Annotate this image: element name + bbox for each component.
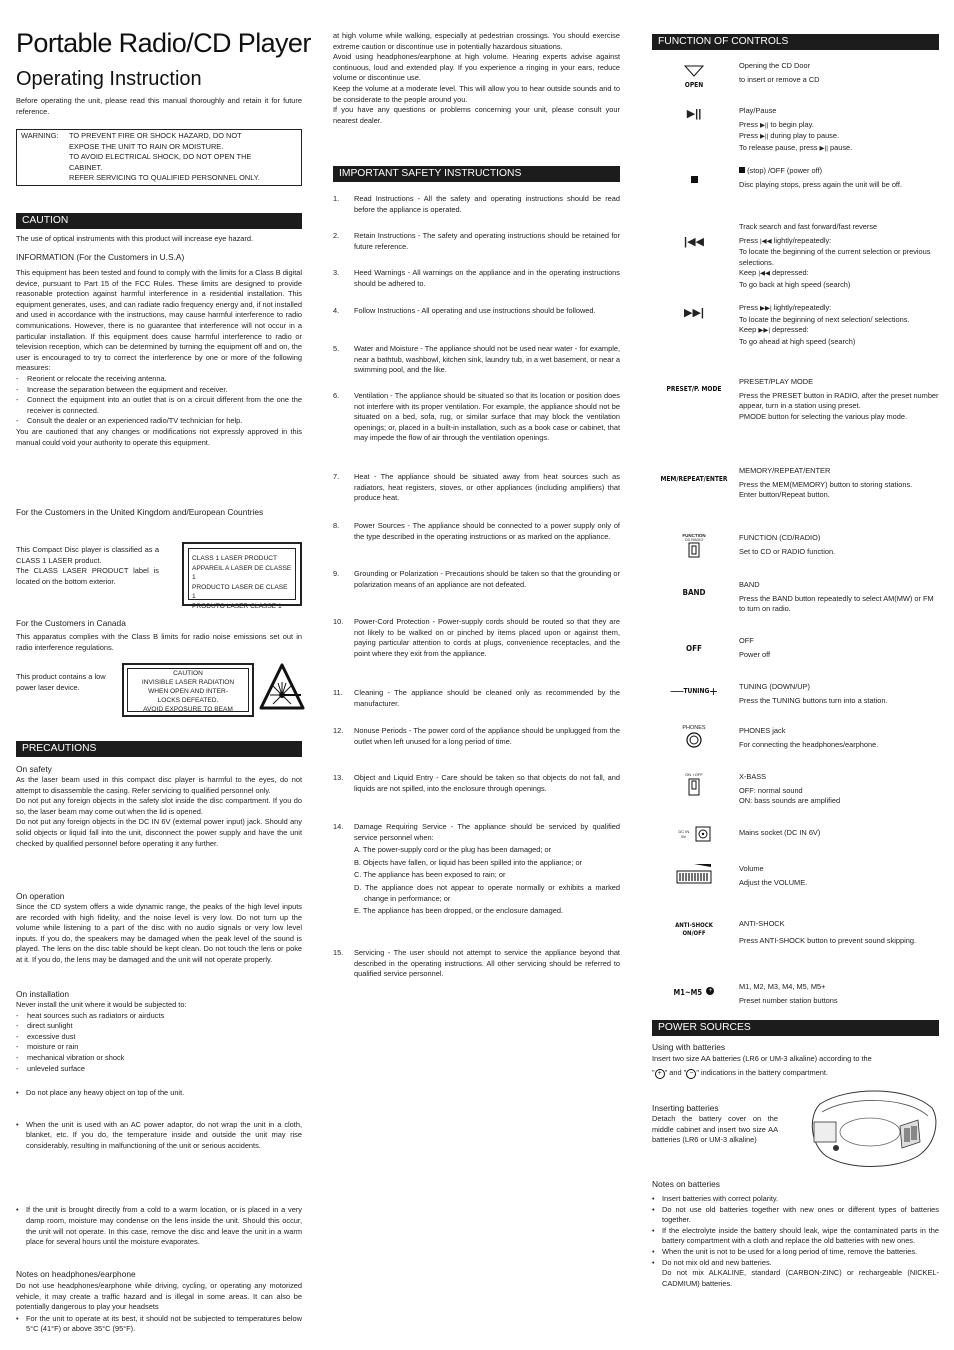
next-desc: To locate the beginning of next selection/ selections.: [739, 314, 910, 324]
subitem: D. The appliance does not appear to operate normally or exhibits a marked change in performance; or: [354, 882, 620, 903]
band-description: [739, 580, 939, 615]
function-switch[interactable]: [652, 533, 736, 563]
volume-desc: Adjust the VOLUME.: [739, 877, 808, 887]
xbass-desc: ON: bass sounds are amplified: [739, 796, 841, 806]
next-track-icon[interactable]: ▶▶|: [684, 307, 704, 319]
tuning-buttons[interactable]: [652, 682, 736, 700]
stop-desc: Disc playing stops, press again the unit will be off.: [739, 179, 902, 189]
play-title: Play/Pause: [739, 106, 777, 115]
item-text: Power Sources - The appliance should be connected to a power supply only of the type described in the operating instructions or as marked on the appliance.: [354, 521, 620, 541]
precaution-bullet: • If the unit is brought directly from a cold to a warm location, or is placed in a very damp room, moisture may condense on the lens inside the unit. Should this occur, the unit will not operate. In this case, remove the disc and leave the unit in a warm place for several hours until the moisture evaporates.: [16, 1205, 302, 1247]
play-pause-description: [739, 106, 939, 154]
item-number: 3.: [333, 268, 340, 277]
function-description: [739, 533, 939, 557]
laser-label-line: LOCKS DEFEATED.: [157, 696, 219, 704]
safety-paragraph: Do not put any foreign objects in the safety slot inside the disc compartment. If you do so, the laser beam may come out when the lid is opened.: [16, 796, 302, 816]
item-number: 14.: [333, 822, 344, 831]
measure-item: - Consult the dealer or an experienced radio/TV technician for help.: [16, 416, 302, 427]
volume-title: Volume: [739, 864, 764, 873]
operation-heading: On operation: [16, 891, 65, 901]
item-number: 11.: [333, 688, 343, 697]
installation-item: - mechanical vibration or shock: [16, 1053, 302, 1064]
play-desc: to begin play.: [770, 119, 814, 129]
function-desc: Set to CD or RADIO function.: [739, 546, 836, 556]
safety-item: [333, 773, 620, 794]
antishock-button[interactable]: [652, 922, 736, 938]
measure-item: - Connect the equipment into an outlet that is on a circuit different from the one the receiver is connected.: [16, 395, 302, 416]
canada-heading: For the Customers in Canada: [16, 618, 126, 628]
press-word: Press: [739, 131, 758, 141]
subitem: A. The power-supply cord or the plug has been damaged; or: [354, 845, 552, 855]
precaution-bullet: • When the unit is used with an AC power adaptor, do not wrap the unit in a cloth, blanket, etc. If you do, the temperature inside and outside the unit may rise considerably, resulting in malfunctioning of the unit or serious accidents.: [16, 1120, 302, 1152]
item-text: Power-Cord Protection - Power-supply cords should be routed so that they are not likely to be walked on or pinched by items placed upon or against them, paying particular attention to cords at plugs, convenience receptacles, and the point where they exit from the appliance.: [354, 617, 620, 658]
item-text: Damage Requiring Service - The appliance should be serviced by qualified service personnel when:: [354, 822, 620, 842]
safety-paragraph: As the laser beam used in this compact disc player is harmful to the eyes, do not attempt to disassemble the casing. Refer servicing to qualified personnel only.: [16, 775, 302, 795]
xbass-icon-label: ON ∘OFF: [685, 772, 703, 777]
class1-text: [16, 545, 159, 587]
item-number: 5.: [333, 344, 340, 353]
open-control[interactable]: [652, 64, 736, 89]
warning-line: TO AVOID ELECTRICAL SHOCK, DO NOT OPEN THE: [69, 152, 252, 162]
item-text: Ventilation - The appliance should be situated so that its location or position does not interfere with its proper ventilation. For example, the appliance should not be situated on a bed, sofa, rug, or similar surface that may block the ventilation openings; or, placed in a built-in installation, such as a book case or cabinet, that may impede the flow of air through the ventilation openings.: [354, 391, 620, 443]
open-desc: to insert or remove a CD: [739, 74, 820, 84]
safety-item: [333, 521, 620, 542]
plus-icon: +: [706, 987, 714, 995]
slide-switch-icon: [688, 778, 700, 796]
safety-item: [333, 344, 620, 376]
controls-header: FUNCTION OF CONTROLS: [652, 34, 939, 50]
warning-line: CABINET.: [69, 162, 103, 172]
installation-item: - heat sources such as radiators or airducts: [16, 1011, 302, 1022]
plus-polarity-icon: +: [655, 1069, 665, 1079]
quote-mark: ": [652, 1067, 655, 1077]
using-text-end: " indications in the battery compartment.: [696, 1067, 828, 1077]
item-number: 6.: [333, 391, 340, 400]
next-desc: depressed:: [772, 325, 809, 335]
item-text: Water and Moisture - The appliance should not be used near water - for example, near a bathtub, washbowl, kitchen sink, laundry tub, in a wet basement, or near a swimming pool, and the like.: [354, 344, 620, 375]
open-description: [739, 61, 939, 85]
headphone-jack-icon: [686, 732, 702, 748]
keep-word: Keep: [739, 325, 757, 335]
antishock-title: ANTI-SHOCK: [739, 919, 785, 928]
phones-jack[interactable]: [652, 725, 736, 753]
item-number: 10.: [333, 617, 344, 626]
slide-switch-icon: [688, 542, 700, 558]
subitem: B. Objects have fallen, or liquid has been spilled into the appliance; or: [354, 857, 583, 867]
item-number: 15.: [333, 948, 344, 957]
fcc-block: [16, 268, 302, 448]
phones-desc: For connecting the headphones/earphone.: [739, 739, 879, 749]
memory-buttons[interactable]: [652, 982, 736, 1000]
laser-label-line: AVOID EXPOSURE TO BEAM: [143, 705, 233, 713]
mem-label: MEM/REPEAT/ENTER: [660, 475, 728, 483]
using-text-mid: " and ": [664, 1067, 687, 1077]
item-text: Object and Liquid Entry - Care should be taken so that objects do not fall, and liquids are not spilled, into the enclosure through openings.: [354, 773, 620, 793]
phones-label: PHONES: [682, 725, 706, 731]
function-icon-sub: CD RADIO: [684, 538, 704, 542]
laser-label-line: WHEN OPEN AND INTER-: [148, 687, 228, 695]
volume-wheel-icon: [676, 862, 712, 884]
preset-label: PRESET/P. MODE: [666, 385, 722, 393]
using-heading: Using with batteries: [652, 1042, 726, 1052]
safety-item: [333, 268, 620, 289]
safety-item: [333, 569, 620, 590]
antishock-label: ANTI-SHOCK: [675, 922, 713, 929]
band-label: BAND: [682, 588, 706, 597]
power-header: POWER SOURCES: [652, 1020, 939, 1036]
installation-intro: Never install the unit where it would be subjected to:: [16, 1000, 187, 1009]
dc-in-label: DC IN 6V: [678, 828, 690, 839]
tuning-plus-icon: +: [709, 682, 718, 699]
memory-desc: Preset number station buttons: [739, 995, 838, 1005]
play-desc: pause.: [829, 142, 853, 152]
stop-control[interactable]: [652, 170, 736, 188]
safety-item: [333, 617, 620, 659]
stop-title: (stop) /OFF (power off): [747, 166, 823, 175]
mem-desc: Enter button/Repeat button.: [739, 490, 830, 500]
item-text: Read Instructions - All the safety and operating instructions should be read before the appliance is operated.: [354, 194, 620, 214]
press-word: Press: [739, 235, 758, 245]
dc-title: Mains socket (DC IN 6V): [739, 828, 821, 837]
xbass-desc: OFF: normal sound: [739, 785, 803, 795]
safety-item: [333, 726, 620, 747]
next-track-icon: ▶▶|: [759, 305, 772, 312]
safety-text: [16, 775, 302, 849]
class1-label-line: APPAREIL A LASER DE CLASSE 1: [192, 564, 292, 582]
item14-subitems: [333, 845, 620, 917]
fcc-after-text: You are cautioned that any changes or modifications not expressly approved in this manual could void your authority to operate this equipment.: [16, 426, 302, 447]
tuning-description: [739, 682, 939, 706]
item-number: 9.: [333, 569, 340, 578]
item-text: Follow Instructions - All operating and use instructions should be followed.: [354, 306, 596, 315]
fcc-text: This equipment has been tested and found to comply with the limits for a Class B digital device, pursuant to Part 15 of the FCC Rules. These limits are designed to provide reasonable protection against harmful interference in a residential installation. This equipment generates, uses, and can radiate radio frequency energy and, if not installed and used in accordance with the instructions, may cause harmful interference to radio communications. However, there is no guarantee that interference will not occur in a particular installation. If this equipment does cause harmful interference to radio or television reception, which can be determined by turning the equipment off and on, the user is encouraged to try to correct the interference by one or more of the following measures:: [16, 268, 302, 373]
dc-description: [739, 828, 939, 839]
off-title: OFF: [739, 636, 754, 645]
notes-heading: Notes on batteries: [652, 1179, 720, 1189]
antishock-desc: Press ANTI-SHOCK button to prevent sound skipping.: [739, 935, 917, 945]
function-icon-label: FUNCTION: [682, 533, 706, 538]
headphones-heading: Notes on headphones/earphone: [16, 1269, 136, 1279]
safety-item: [333, 231, 620, 252]
search-title: Track search and fast forward/fast reverse: [739, 222, 878, 231]
next-track-icon: ▶▶|: [758, 327, 771, 335]
tuning-desc: Press the TUNING buttons turn into a station.: [739, 695, 888, 705]
volume-description: [739, 864, 939, 888]
safety-item: [333, 688, 620, 709]
xbass-switch[interactable]: [652, 772, 736, 801]
item-number: 12.: [333, 726, 344, 735]
mem-title: MEMORY/REPEAT/ENTER: [739, 466, 831, 475]
preset-button[interactable]: [652, 378, 736, 396]
xbass-description: [739, 772, 939, 807]
open-arrow-icon: [684, 65, 704, 77]
dc-socket-icon: [695, 826, 711, 842]
battery-note: • Insert batteries with correct polarity.: [652, 1194, 939, 1205]
next-description: [739, 303, 939, 347]
play-pause-icon[interactable]: ▶||: [686, 108, 702, 120]
class1-label-line: CLASS 1 LASER PRODUCT: [192, 555, 278, 562]
warning-lines: [69, 131, 301, 184]
mem-desc: Press the MEM(MEMORY) button to storing stations.: [739, 479, 913, 489]
precaution-bullet: • For the unit to operate at its best, it should not be subjected to temperatures below 5°C (41°F) or above 35°C (95°F).: [16, 1314, 302, 1335]
laser-label-line: CAUTION: [173, 670, 203, 677]
intro-text: Before operating the unit, please read this manual thoroughly and retain it for future reference.: [16, 96, 302, 116]
canada-text: This apparatus complies with the Class B limits for radio noise emissions set out in radio interference regulations.: [16, 632, 302, 652]
warning-line: REFER SERVICING TO QUALIFIED PERSONNEL ONLY.: [69, 173, 260, 183]
installation-item: - direct sunlight: [16, 1021, 302, 1032]
tuning-label: TUNING: [683, 686, 710, 695]
band-desc: Press the BAND button repeatedly to select AM(MW) or FM to turn on radio.: [739, 593, 934, 614]
using-text: [652, 1054, 939, 1079]
headphones-paragraph: Keep the volume at a moderate level. This will allow you to hear outside sounds and to be considerate to the people around you.: [333, 83, 620, 104]
page-subtitle: Operating Instruction: [16, 68, 202, 90]
item-text-block: [354, 822, 620, 917]
installation-item: - moisture or rain: [16, 1042, 302, 1053]
battery-note: • If the electrolyte inside the battery should leak, wipe the contaminated parts in the battery compartment with a cloth and replace the old batteries with new ones.: [652, 1226, 939, 1247]
stop-icon: [739, 167, 745, 173]
previous-track-icon[interactable]: |◀◀: [684, 236, 704, 248]
antishock-label: ON/OFF: [682, 930, 706, 937]
item-text: Retain Instructions - The safety and operating instructions should be retained for future reference.: [354, 231, 620, 251]
preset-description: [739, 377, 939, 422]
safety-item: [333, 306, 620, 317]
phones-description: [739, 726, 939, 750]
safety-item: [333, 472, 620, 504]
preset-desc: Press the PRESET button in RADIO, after the preset number appear, turn in a station using preset.: [739, 390, 939, 411]
prev-desc: depressed:: [772, 268, 809, 278]
caution-header: CAUTION: [16, 213, 302, 229]
installation-item: - unleveled surface: [16, 1064, 302, 1075]
headphones-paragraph: at high volume while walking, especially at pedestrian crossings. You should exercise extreme caution or discontinue use in potentially hazardous situations.: [333, 31, 620, 51]
tuning-title: TUNING (DOWN/UP): [739, 682, 811, 691]
headphones-text: Do not use headphones/earphone while driving, cycling, or operating any motorized vehicle, it may create a traffic hazard and is illegal in some areas. It can also be potentially dangerous to play your headsets: [16, 1281, 302, 1312]
item-text: Cleaning - The appliance should be cleaned only as recommended by the manufacturer.: [354, 688, 620, 708]
band-title: BAND: [739, 580, 760, 589]
class1-text-2: The CLASS LASER PRODUCT label is located on the bottom exterior.: [16, 566, 159, 586]
laser-label-line: INVISIBLE LASER RADIATION: [141, 678, 235, 686]
item-number: 13.: [333, 773, 344, 782]
warning-line: TO PREVENT FIRE OR SHOCK HAZARD, DO NOT: [69, 131, 242, 140]
installation-heading: On installation: [16, 989, 70, 999]
play-pause-icon: ▶||: [759, 133, 769, 141]
precautions-header: PRECAUTIONS: [16, 741, 302, 757]
using-text-line: Insert two size AA batteries (LR6 or UM-3 alkaline) according to the: [652, 1054, 872, 1063]
next-desc: lightly/repeatedly:: [773, 303, 832, 312]
safety-item: [333, 948, 620, 980]
memory-description: [739, 982, 939, 1006]
off-label: OFF: [686, 644, 702, 653]
warning-box: [16, 129, 302, 186]
item-number: 4.: [333, 306, 340, 315]
optical-warning: The use of optical instruments with this product will increase eye hazard.: [16, 234, 254, 243]
class1-label-box: [182, 542, 302, 610]
safety-heading: On safety: [16, 764, 52, 774]
battery-note: • Do not mix old and new batteries.: [652, 1258, 939, 1269]
previous-track-icon: |◀◀: [758, 270, 771, 278]
battery-note: • Do not use old batteries together with new ones or different types of batteries together.: [652, 1205, 939, 1226]
off-description: [739, 636, 939, 660]
open-label: OPEN: [684, 81, 704, 89]
battery-notes: [652, 1194, 939, 1289]
item-number: 7.: [333, 472, 340, 481]
warning-line: EXPOSE THE UNIT TO RAIN OR MOISTURE.: [69, 141, 224, 151]
off-button[interactable]: [652, 638, 736, 656]
play-desc: To release pause, press: [739, 142, 818, 152]
keep-word: Keep: [739, 268, 757, 278]
previous-description: [739, 222, 939, 291]
volume-dial[interactable]: [652, 862, 736, 889]
item-text: Grounding or Polarization - Precautions should be taken so that the grounding or polarization means of an appliance are not defeated.: [354, 569, 620, 589]
class1-label: [188, 548, 296, 610]
class1-label-line: PRODUTO LASER CLASSE 1: [192, 602, 282, 610]
laser-warning-icon: [258, 662, 306, 712]
next-desc: To go ahead at high speed (search): [739, 336, 856, 346]
item-text: Heat - The appliance should be situated away from heat sources such as radiators, heat registers, stoves, or other appliances (including amplifiers) that produce heat.: [354, 472, 620, 503]
subitem: E. The appliance has been dropped, or the enclosure damaged.: [354, 906, 564, 916]
stop-icon: [691, 176, 698, 183]
off-desc: Power off: [739, 649, 771, 659]
function-title: FUNCTION (CD/RADIO): [739, 533, 821, 542]
item-number: 2.: [333, 231, 340, 240]
battery-note: Do not mix ALKALINE, standard (CARBON-ZINC) or rechargeable (NICKEL-CADMIUM) batteries.: [662, 1268, 939, 1288]
safety-item: [333, 194, 620, 215]
installation-item: - excessive dust: [16, 1032, 302, 1043]
warning-label: WARNING:: [21, 131, 59, 140]
xbass-title: X-BASS: [739, 772, 767, 781]
class1-text-1: This Compact Disc player is classified as a CLASS 1 LASER product.: [16, 545, 159, 565]
headphones-paragraph: Avoid using headphones/earphone at high volume. Hearing experts advise against continuous, loud and extended play. If you experience a ringing in your ears, reduce volume or discontinue use.: [333, 52, 620, 83]
battery-compartment-illustration: [808, 1086, 938, 1168]
class1-label-line: PRODUCTO LASER DE CLASE 1: [192, 583, 288, 601]
dc-in-socket[interactable]: [652, 825, 736, 843]
laser-caution-label: [122, 663, 254, 717]
info-heading: INFORMATION (For the Customers in U.S.A): [16, 252, 185, 262]
installation-block: [16, 1000, 302, 1074]
column-left: [16, 0, 311, 1334]
play-pause-icon: ▶||: [759, 121, 769, 129]
precaution-bullet: • Do not place any heavy object on top of the unit.: [16, 1088, 302, 1099]
safety-paragraph: Do not put any foreign objects in the DC IN 6V (external power input) jack. Should any solid objects or liquid fall into the unit, disconnect the power supply and have the unit checked by qualified personnel before operating it any further.: [16, 817, 302, 848]
minus-polarity-icon: −: [686, 1069, 696, 1079]
safety-instructions-header: IMPORTANT SAFETY INSTRUCTIONS: [333, 166, 620, 182]
open-title: Opening the CD Door: [739, 61, 811, 70]
press-word: Press: [739, 303, 758, 312]
measure-item: - Reorient or relocate the receiving antenna.: [16, 374, 302, 385]
item-number: 1.: [333, 194, 340, 203]
uk-heading: For the Customers in the United Kingdom and/European Countries: [16, 507, 264, 517]
item-number: 8.: [333, 521, 340, 530]
headphones-paragraph: If you have any questions or problems concerning your unit, please consult your nearest dealer.: [333, 105, 620, 125]
mem-button[interactable]: [652, 468, 736, 486]
previous-track-icon: |◀◀: [759, 237, 772, 245]
prev-desc: lightly/repeatedly:: [773, 235, 832, 245]
preset-desc: PMODE button for selecting the various play mode.: [739, 411, 908, 421]
band-button[interactable]: [652, 582, 736, 600]
press-word: Press: [739, 119, 758, 129]
stop-description: [739, 166, 939, 190]
item-text: Heed Warnings - All warnings on the appliance and in the operating instructions should be adhered to.: [354, 268, 620, 288]
play-pause-icon: ▶||: [819, 144, 828, 152]
safety-item: [333, 391, 620, 444]
page-title: Portable Radio/CD Player: [16, 28, 311, 58]
mem-description: [739, 466, 939, 501]
phones-title: PHONES jack: [739, 726, 786, 735]
headphones-continued: [333, 31, 620, 126]
operation-text: Since the CD system offers a wide dynamic range, the peaks of the high level inputs are recorded with high fidelity, and the noise level is very low. Do not turn up the volume while listening to a part of the disc with no audio signals or very low level inputs. If you do, the speakers may be damaged when the peak level of the sound is played. The lens on the disc table should be kept clean. Do not touch the lens or poke at it. If you do, the lens may be damaged and the unit will not operate properly.: [16, 902, 302, 964]
item-text: Servicing - The user should not attempt to service the appliance beyond that described in the operating instructions. All other servicing should be referred to qualified service personnel.: [354, 948, 620, 979]
memory-label: M1~M5: [673, 988, 703, 997]
safety-item: [333, 822, 620, 917]
tuning-minus-icon: —: [670, 682, 684, 698]
battery-note: • When the unit is not to be used for a long period of time, remove the batteries.: [652, 1247, 939, 1258]
memory-title: M1, M2, M3, M4, M5, M5+: [739, 982, 826, 991]
prev-desc: To go back at high speed (search): [739, 279, 851, 289]
subitem: C. The appliance has been exposed to rain; or: [354, 870, 506, 880]
antishock-description: [739, 919, 939, 946]
inserting-text: Detach the battery cover on the middle cabinet and insert two size AA batteries (LR6 or UM-3 alkaline): [652, 1114, 778, 1145]
preset-title: PRESET/PLAY MODE: [739, 377, 814, 386]
play-desc: during play to pause.: [770, 131, 840, 141]
laser-device-text: This product contains a low power laser device.: [16, 672, 106, 692]
prev-desc: To locate the beginning of the current selection or previous selections.: [739, 247, 931, 267]
laser-caution-inner: [127, 668, 249, 712]
inserting-heading: Inserting batteries: [652, 1103, 719, 1113]
item-text: Nonuse Periods - The power cord of the appliance should be unplugged from the outlet when left unused for a long period of time.: [354, 726, 620, 746]
measure-item: - Increase the separation between the equipment and receiver.: [16, 385, 302, 396]
